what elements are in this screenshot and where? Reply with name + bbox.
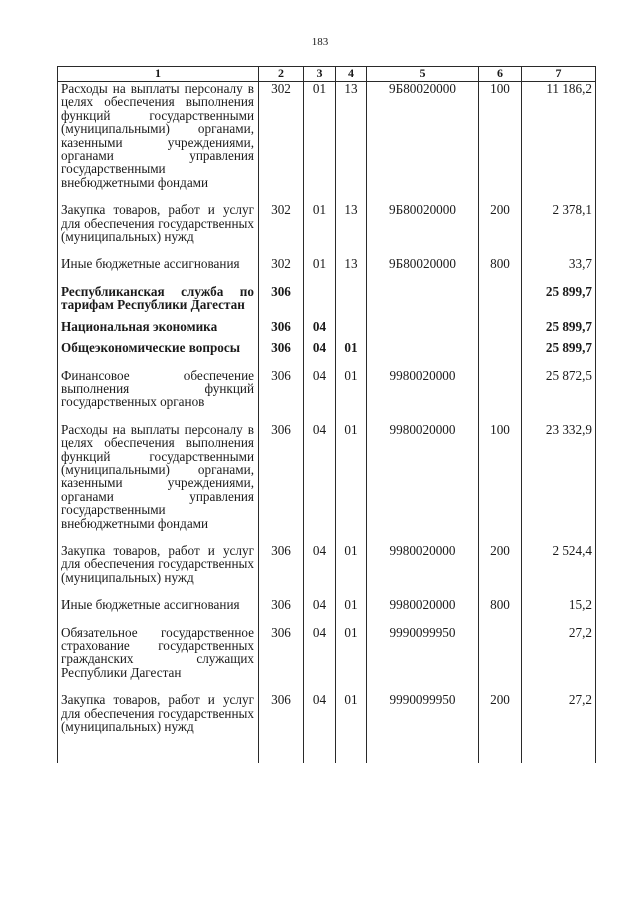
row-ministry-code: 302	[259, 257, 304, 284]
row-section-code: 01	[304, 203, 336, 257]
row-section-code: 04	[304, 320, 336, 341]
row-subsection-code: 01	[336, 598, 367, 625]
table-row-7	[58, 369, 596, 423]
row-subsection-code	[336, 285, 367, 320]
table-row-4	[58, 285, 596, 320]
row-ministry-code: 306	[259, 423, 304, 544]
row-subsection-code: 01	[336, 341, 367, 368]
header-row	[58, 67, 596, 82]
empty-cell	[58, 733, 259, 763]
row-name: Закупка товаров, работ и услуг для обеспечения государственных (муниципальных) нужд	[58, 693, 259, 733]
row-target-code	[367, 285, 479, 320]
row-target-code	[367, 320, 479, 341]
row-target-code: 9Б80020000	[367, 82, 479, 204]
row-expense-type-code	[479, 285, 522, 320]
row-name: Расходы на выплаты персоналу в целях обеспечения выполнения функций государственными (муниципальными) органами, казенными учреждениями, органами управления государственными внебюджетными фондами	[58, 423, 259, 544]
row-amount: 27,2	[522, 693, 596, 733]
row-amount: 2 378,1	[522, 203, 596, 257]
table-row-8	[58, 423, 596, 544]
row-subsection-code: 13	[336, 82, 367, 204]
row-ministry-code: 306	[259, 285, 304, 320]
row-section-code: 04	[304, 598, 336, 625]
row-section-code: 04	[304, 544, 336, 598]
row-ministry-code: 306	[259, 693, 304, 733]
row-subsection-code: 01	[336, 369, 367, 423]
row-name: Расходы на выплаты персоналу в целях обеспечения выполнения функций государственными (муниципальными) органами, казенными учреждениями, органами управления государственными внебюджетными фондами	[58, 82, 259, 204]
column-header-subsection: 4	[336, 67, 367, 82]
row-target-code: 9990099950	[367, 693, 479, 733]
column-header-amount: 7	[522, 67, 596, 82]
row-name: Обязательное государственное страхование государственных гражданских служащих Республики Дагестан	[58, 626, 259, 694]
row-name: Иные бюджетные ассигнования	[58, 598, 259, 625]
column-header-expense-type: 6	[479, 67, 522, 82]
row-amount: 2 524,4	[522, 544, 596, 598]
row-name: Закупка товаров, работ и услуг для обеспечения государственных (муниципальных) нужд	[58, 544, 259, 598]
row-subsection-code: 01	[336, 423, 367, 544]
row-ministry-code: 302	[259, 203, 304, 257]
row-amount: 25 899,7	[522, 341, 596, 368]
table-row-11	[58, 626, 596, 694]
row-ministry-code: 306	[259, 544, 304, 598]
table-body	[58, 82, 596, 764]
row-name: Иные бюджетные ассигнования	[58, 257, 259, 284]
row-expense-type-code: 100	[479, 423, 522, 544]
row-expense-type-code: 200	[479, 203, 522, 257]
row-section-code: 04	[304, 369, 336, 423]
row-section-code: 04	[304, 626, 336, 694]
table-row-6	[58, 341, 596, 368]
column-header-target: 5	[367, 67, 479, 82]
row-ministry-code: 306	[259, 598, 304, 625]
table-row-3	[58, 257, 596, 284]
table-continuation-row	[58, 733, 596, 763]
table-row-1	[58, 82, 596, 204]
table-row-2	[58, 203, 596, 257]
row-target-code: 9Б80020000	[367, 203, 479, 257]
budget-table	[57, 66, 596, 763]
row-expense-type-code: 200	[479, 544, 522, 598]
row-amount: 15,2	[522, 598, 596, 625]
row-ministry-code: 306	[259, 341, 304, 368]
row-target-code: 9980020000	[367, 544, 479, 598]
row-expense-type-code	[479, 341, 522, 368]
row-expense-type-code	[479, 320, 522, 341]
row-amount: 23 332,9	[522, 423, 596, 544]
row-subsection-code: 13	[336, 203, 367, 257]
row-name: Общеэкономические вопросы	[58, 341, 259, 368]
row-amount: 25 872,5	[522, 369, 596, 423]
row-name: Финансовое обеспечение выполнения функций государственных органов	[58, 369, 259, 423]
column-header-ministry: 2	[259, 67, 304, 82]
row-subsection-code: 01	[336, 544, 367, 598]
empty-cell	[367, 733, 479, 763]
empty-cell	[259, 733, 304, 763]
row-ministry-code: 302	[259, 82, 304, 204]
row-target-code: 9990099950	[367, 626, 479, 694]
table-row-12	[58, 693, 596, 733]
row-target-code: 9Б80020000	[367, 257, 479, 284]
empty-cell	[479, 733, 522, 763]
row-expense-type-code	[479, 369, 522, 423]
row-section-code: 04	[304, 423, 336, 544]
row-amount: 11 186,2	[522, 82, 596, 204]
row-target-code: 9980020000	[367, 598, 479, 625]
row-expense-type-code: 100	[479, 82, 522, 204]
row-name: Республиканская служба по тарифам Республики Дагестан	[58, 285, 259, 320]
row-subsection-code	[336, 320, 367, 341]
row-expense-type-code	[479, 626, 522, 694]
row-amount: 33,7	[522, 257, 596, 284]
row-ministry-code: 306	[259, 626, 304, 694]
row-subsection-code: 13	[336, 257, 367, 284]
empty-cell	[522, 733, 596, 763]
column-header-name: 1	[58, 67, 259, 82]
row-subsection-code: 01	[336, 693, 367, 733]
row-expense-type-code: 200	[479, 693, 522, 733]
row-target-code	[367, 341, 479, 368]
row-expense-type-code: 800	[479, 257, 522, 284]
empty-cell	[304, 733, 336, 763]
empty-cell	[336, 733, 367, 763]
row-section-code: 01	[304, 257, 336, 284]
row-target-code: 9980020000	[367, 423, 479, 544]
column-header-section: 3	[304, 67, 336, 82]
table-row-5	[58, 320, 596, 341]
row-ministry-code: 306	[259, 369, 304, 423]
row-amount: 27,2	[522, 626, 596, 694]
row-amount: 25 899,7	[522, 285, 596, 320]
row-ministry-code: 306	[259, 320, 304, 341]
table-row-10	[58, 598, 596, 625]
table-header	[58, 67, 596, 82]
row-name: Национальная экономика	[58, 320, 259, 341]
row-name: Закупка товаров, работ и услуг для обеспечения государственных (муниципальных) нужд	[58, 203, 259, 257]
row-subsection-code: 01	[336, 626, 367, 694]
row-section-code	[304, 285, 336, 320]
table-row-9	[58, 544, 596, 598]
row-target-code: 9980020000	[367, 369, 479, 423]
row-section-code: 04	[304, 693, 336, 733]
row-section-code: 04	[304, 341, 336, 368]
row-amount: 25 899,7	[522, 320, 596, 341]
row-section-code: 01	[304, 82, 336, 204]
row-expense-type-code: 800	[479, 598, 522, 625]
page-number: 183	[311, 36, 329, 48]
